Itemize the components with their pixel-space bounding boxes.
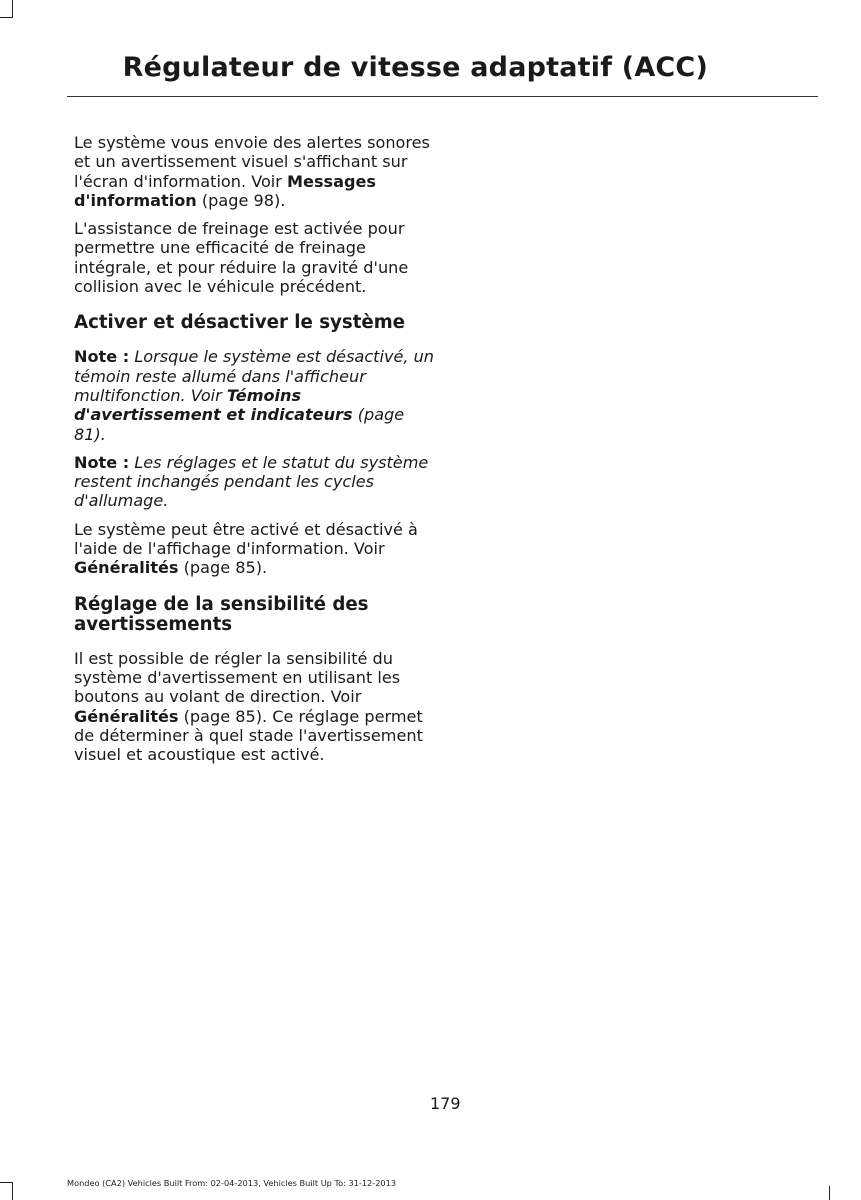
footer-text: Mondeo (CA2) Vehicles Built From: 02-04-2013, Vehicles Built Up To: 31-12-2013 bbox=[67, 1178, 397, 1188]
note-label: Note : bbox=[74, 347, 130, 367]
page-reference: (page 98). bbox=[196, 190, 286, 210]
section-heading-sensitivity: Réglage de la sensibilité des avertissements bbox=[74, 593, 369, 635]
crop-mark bbox=[12, 0, 13, 18]
paragraph-brake-assist: L'assistance de freinage est activée pour permettre une efficacité de freinage intégrale, et pour réduire la gravité d'une collision avec le véhicule précédent. bbox=[74, 219, 409, 297]
cross-reference: Généralités bbox=[74, 558, 179, 578]
paragraph-alerts bbox=[74, 133, 439, 210]
section-heading-activate: Activer et désactiver le système bbox=[74, 312, 406, 334]
page-title: Régulateur de vitesse adaptatif (ACC) bbox=[122, 52, 708, 83]
paragraph-text: Le système vous envoie des alertes sonores et un avertissement visuel s'affichant sur l'écran d'information. Voir bbox=[74, 133, 430, 191]
paragraph-activation bbox=[74, 520, 439, 578]
paragraph-sensitivity bbox=[74, 649, 439, 765]
main-column bbox=[74, 133, 439, 773]
crop-mark bbox=[0, 1182, 13, 1183]
crop-mark bbox=[0, 17, 13, 18]
note-deactivated bbox=[74, 347, 439, 443]
cross-reference: Généralités bbox=[74, 706, 179, 726]
page-reference: (page 81). bbox=[74, 405, 405, 444]
note-settings bbox=[74, 453, 439, 511]
crop-mark bbox=[12, 1182, 13, 1200]
cross-reference: Témoins d'avertissement et indicateurs bbox=[74, 385, 353, 425]
page-number: 179 bbox=[430, 1094, 461, 1113]
note-text: Lorsque le système est désactivé, un témoin reste allumé dans l'afficheur multifonction. Voir bbox=[74, 347, 435, 405]
paragraph-text: Il est possible de régler la sensibilité du système d'avertissement en utilisant les boutons au volant de direction. Voir bbox=[74, 648, 401, 707]
header-divider bbox=[67, 96, 818, 97]
crop-mark bbox=[829, 1186, 830, 1200]
page-reference: (page 85). bbox=[178, 558, 268, 578]
paragraph-text: Le système peut être activé et désactivé à l'aide de l'affichage d'information. Voir bbox=[74, 519, 418, 559]
note-text: Les réglages et le statut du système restent inchangés pendant les cycles d'allumage. bbox=[74, 452, 429, 511]
cross-reference: Messages d'information bbox=[74, 171, 376, 210]
note-label: Note : bbox=[74, 452, 130, 472]
page-reference: (page 85). Ce réglage permet de déterminer à quel stade l'avertissement visuel et acoustique est activé. bbox=[74, 706, 423, 765]
